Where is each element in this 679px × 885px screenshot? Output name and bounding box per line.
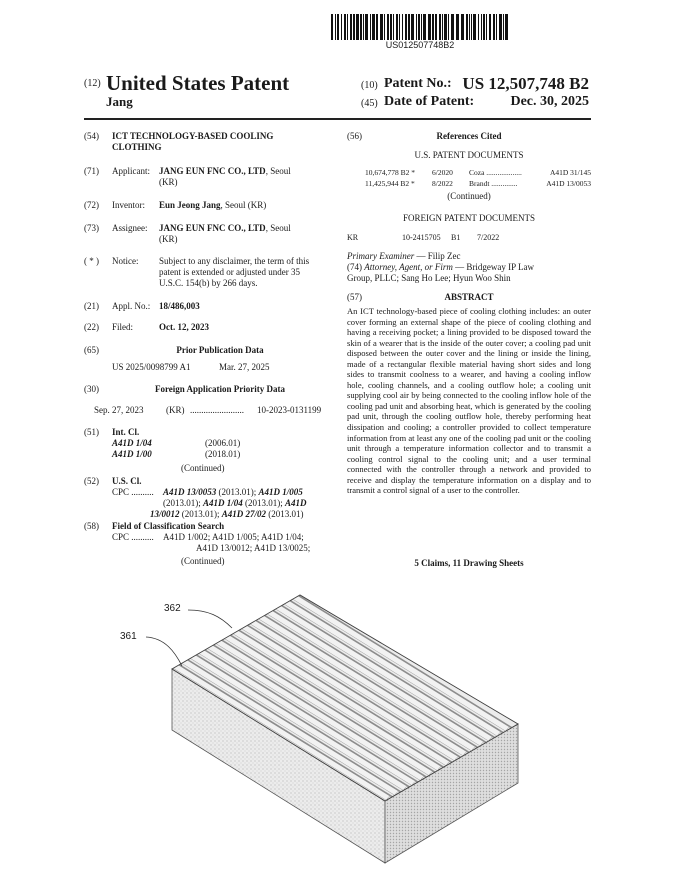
code-22: (22) [84,322,99,332]
assignee-country: (KR) [159,234,178,244]
barcode-bar [418,14,420,40]
leader-361 [146,637,182,666]
appl-no-value: 18/486,003 [159,301,200,311]
ref-dots: .............. [491,179,518,188]
us-cl-class: A41D 27/02 [221,509,267,519]
notice-label: Notice: [112,256,139,266]
ref-name: Coza [469,168,485,177]
barcode-bar [456,14,459,40]
prior-publication-heading: Prior Publication Data [176,345,264,355]
assignee-city: , Seoul [265,223,291,233]
us-cl-class: A41D 13/0053 [163,487,217,497]
priority-dots: ........................ [190,405,244,415]
field-search-heading: Field of Classification Search [112,521,225,531]
barcode-bar [390,14,392,40]
barcode-bar [347,14,348,40]
ref-class: A41D 13/0053 [546,179,591,188]
barcode-bar [466,14,468,40]
patent-date: Dec. 30, 2025 [510,94,589,109]
attorney-line2: Group, PLLC; Sang Ho Lee; Hyun Woo Shin [347,273,511,283]
int-cl-class: A41D 1/04 [112,438,152,448]
field-search-cpc-label: CPC [112,532,130,542]
barcode-bar [505,14,508,40]
barcode-bar [499,14,502,40]
invention-title-line1: ICT TECHNOLOGY-BASED COOLING [112,131,274,141]
foreign-priority-heading: Foreign Application Priority Data [154,384,286,394]
barcode-bar [384,14,385,40]
patent-no-label: Patent No.: [384,76,452,91]
code-73: (73) [84,223,99,233]
barcode-bar [428,14,431,40]
us-cl-class: A41D 1/005 [258,487,303,497]
applicant-country: (KR) [159,177,178,187]
appl-no-label: Appl. No.: [112,301,151,311]
int-cl-version: (2006.01) [205,438,241,448]
references-heading: References Cited [436,131,502,141]
barcode-bar [393,14,394,40]
code-74: (74) [347,262,362,272]
us-cl-cpc-label: CPC [112,487,130,497]
barcode-bar [402,14,403,40]
barcode-bar [421,14,422,40]
code-51: (51) [84,427,99,437]
barcode-bar [344,14,346,40]
barcode-number: US012507748B2 [385,40,455,50]
barcode-bar [380,14,383,40]
ref-dots: ................... [486,168,522,177]
code-30: (30) [84,384,99,394]
barcode-bar [444,14,447,40]
invention-title-line2: CLOTHING [112,142,162,152]
notice-line1: Subject to any disclaimer, the term of this [159,256,310,266]
barcode-bar [416,14,417,40]
us-cl-class: 13/0012 [150,509,180,519]
patent-type-title: United States Patent [106,71,290,95]
claims-summary: 5 Claims, 11 Drawing Sheets [414,558,524,568]
us-patent-documents-heading: U.S. PATENT DOCUMENTS [414,150,524,160]
barcode-bar [473,14,476,40]
ref-date: 6/2020 [432,168,453,177]
inventor-name: Eun Jeong Jang [159,200,221,210]
code-58: (58) [84,521,99,531]
barcode-bar [493,14,495,40]
notice-code: ( * ) [84,256,99,266]
notice-line3: U.S.C. 154(b) by 266 days. [159,278,258,288]
barcode-bar [405,14,407,40]
barcode-bar [469,14,470,40]
code-45: (45) [361,98,378,109]
applicant-city: , Seoul [265,166,291,176]
barcode-bar [489,14,491,40]
barcode-bar [448,14,449,40]
field-search-continued: (Continued) [181,556,225,566]
label-361: 361 [120,631,137,642]
us-cl-class: A41D [285,498,307,508]
foreign-patent-documents-heading: FOREIGN PATENT DOCUMENTS [402,213,536,223]
field-search-line1: A41D 1/002; A41D 1/005; A41D 1/04; [163,532,304,542]
barcode-bar [387,14,389,40]
header-rule [84,118,591,120]
barcode-bar [376,14,378,40]
barcode-bar [363,14,364,40]
foreign-ref-country: KR [347,233,359,242]
foreign-ref-date: 7/2022 [477,233,500,242]
barcode-bar [503,14,504,40]
barcode-bar [341,14,342,40]
inventor-surname: Jang [106,94,133,109]
priority-number: 10-2023-0131199 [257,405,322,415]
ref-number: 10,674,778 B2 * [365,168,416,177]
assignee-name: JANG EUN FNC CO., LTD [159,223,266,233]
barcode-bar [439,14,441,40]
barcode-bar [496,14,497,40]
barcode-bar [335,14,336,40]
inventor-label: Inventor: [112,200,145,210]
int-cl-class: A41D 1/00 [112,449,152,459]
barcode-bar [483,14,485,40]
notice-line2: patent is extended or adjusted under 35 [159,267,300,277]
code-65: (65) [84,345,99,355]
us-cl-heading: U.S. Cl. [112,476,142,486]
barcode-bar [451,14,454,40]
barcode-bar [396,14,398,40]
code-72: (72) [84,200,99,210]
barcode-bar [372,14,375,40]
code-71: (71) [84,166,99,176]
abstract-heading: ABSTRACT [444,292,494,302]
barcode-bar [423,14,426,40]
assignee-label: Assignee: [112,223,148,233]
field-search-dots: .......... [131,532,154,542]
applicant-name: JANG EUN FNC CO., LTD [159,166,266,176]
cooling-pad-drawing [110,580,590,870]
barcode-bar [486,14,487,40]
refs-continued: (Continued) [447,191,491,201]
code-52: (52) [84,476,99,486]
barcode [331,14,509,40]
leader-362 [188,610,232,628]
filed-value: Oct. 12, 2023 [159,322,209,332]
filed-label: Filed: [112,322,134,332]
barcode-bar [350,14,352,40]
barcode-bar [370,14,371,40]
inventor-location: , Seoul (KR) [220,200,267,210]
prior-pub-date: Mar. 27, 2025 [219,362,270,372]
barcode-bar [461,14,464,40]
ref-date: 8/2022 [432,179,453,188]
us-cl-dots: .......... [131,487,154,497]
ref-class: A41D 31/145 [549,168,591,177]
date-label: Date of Patent: [384,94,475,109]
int-cl-heading: Int. Cl. [112,427,140,437]
barcode-bar [353,14,355,40]
barcode-bar [471,14,472,40]
int-cl-continued: (Continued) [181,463,225,473]
examiner-label: Primary Examiner [347,251,415,261]
barcode-bar [408,14,410,40]
attorney-name: — Bridgeway IP Law [452,262,534,272]
field-search-line2: A41D 13/0012; A41D 13/0025; [196,543,311,553]
attorney-label: Attorney, Agent, or Firm [364,262,453,272]
code-54: (54) [84,131,99,141]
barcode-bar [360,14,362,40]
ref-number: 11,425,944 B2 * [365,179,415,188]
code-12: (12) [84,78,101,89]
priority-country: (KR) [166,405,185,415]
barcode-bar [365,14,368,40]
prior-pub-number: US 2025/0098799 A1 [112,362,191,372]
abstract-text: An ICT technology-based piece of cooling clothing includes: an outer cover forming an external shape of the piece of cooling clothing and having a receiving pocket; a lining provided to be disposed toward the skin of a wearer that is the inside of the outer cover; a cooling pad unit disposed between the outer cover and the lining or inside the lining, made of a rectangular flexible material having short sides and long sides to transmit coolness to a wearer, and having a cooling inflow hole, cooling channels, and a cooling outflow hole; a cooling unit supplying cool air by being connected to the cooling inflow hole of the cooling pad unit and absorbing heat, which is generated by the cooling pad unit, through the cooling outflow hole, thereby performing heat dissipation and cooling; a controller provided to collect temperature information from at least any one of the cooling pad unit or the cooling unit through a temperature information collector and to transmit a cooling control signal to the cooling unit; and a user terminal connected with the controller through a network and provided to receive and display the temperature information on a display and to transmit a control signal of a user to the controller. [347,306,591,496]
code-56: (56) [347,131,362,141]
barcode-bar [399,14,400,40]
barcode-bar [411,14,414,40]
barcode-bar [432,14,434,40]
barcode-bar [481,14,482,40]
code-10: (10) [361,80,378,91]
code-57: (57) [347,292,362,302]
barcode-bar [331,14,333,40]
patent-number: US 12,507,748 B2 [462,74,589,93]
us-cl-class: A41D 1/04 [203,498,243,508]
int-cl-version: (2018.01) [205,449,241,459]
ref-name: Brandt [469,179,490,188]
label-362: 362 [164,603,181,614]
examiner-name: — Filip Zec [414,251,461,261]
barcode-bar [442,14,443,40]
code-21: (21) [84,301,99,311]
barcode-bar [356,14,359,40]
barcode-bar [337,14,339,40]
applicant-label: Applicant: [112,166,150,176]
barcode-bar [435,14,437,40]
priority-date: Sep. 27, 2023 [94,405,144,415]
barcode-bar [478,14,479,40]
foreign-ref-kind: B1 [451,233,461,242]
foreign-ref-number: 10-2415705 [402,233,441,242]
